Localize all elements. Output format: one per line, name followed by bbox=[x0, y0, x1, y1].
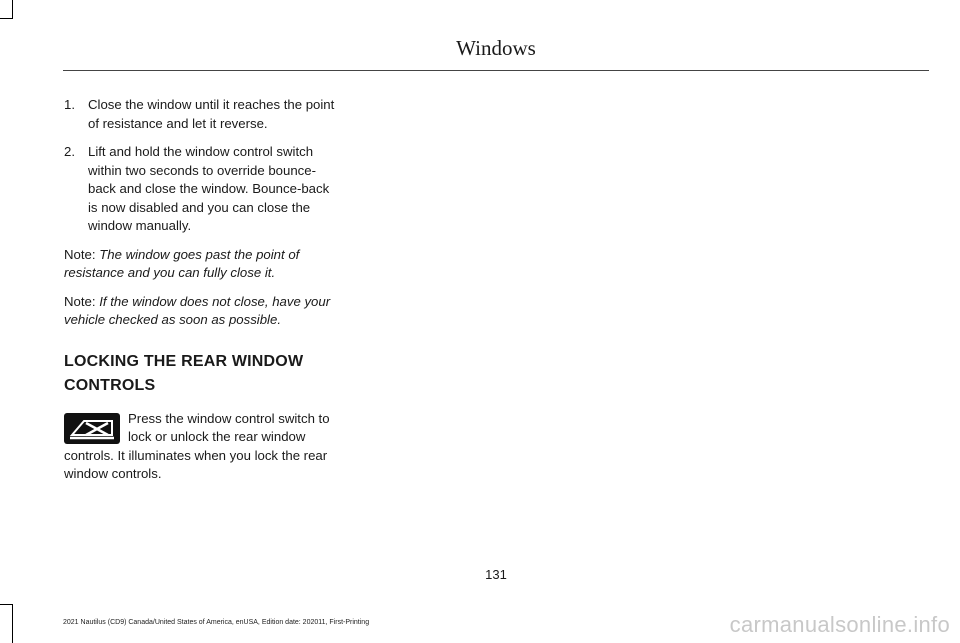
step-text: Close the window until it reaches the point of resistance and let it reverse. bbox=[88, 97, 335, 131]
page-header-title: Windows bbox=[456, 36, 536, 60]
crop-mark-bottom-left-horizontal bbox=[0, 604, 13, 605]
header-rule bbox=[63, 70, 929, 71]
note-label: Note: bbox=[64, 246, 96, 262]
step-number: 1. bbox=[64, 97, 75, 112]
crop-mark-top-left-horizontal bbox=[0, 18, 13, 19]
steps-list bbox=[64, 96, 342, 236]
note-text: If the window does not close, have your vehicle checked as soon as possible. bbox=[64, 293, 331, 327]
watermark: carmanualsonline.info bbox=[729, 612, 950, 637]
section-heading-line: CONTROLS bbox=[64, 376, 156, 394]
step-text: Lift and hold the window control switch within two seconds to override bounce-back and close the window. Bounce-back is now disabled and you can close the window manually. bbox=[88, 144, 330, 233]
note-text: The window goes past the point of resistance and you can fully close it. bbox=[64, 246, 300, 280]
content-column bbox=[64, 96, 342, 484]
section-heading-line: LOCKING THE REAR WINDOW bbox=[64, 352, 304, 370]
note bbox=[64, 246, 342, 283]
window-lock-paragraph bbox=[64, 410, 342, 484]
window-lock-text: Press the window control switch to lock or unlock the rear window controls. It illuminates when you lock the rear window controls. bbox=[64, 410, 330, 481]
step-item bbox=[64, 96, 342, 133]
crop-mark-bottom-left-vertical bbox=[12, 604, 13, 643]
section-heading bbox=[64, 350, 342, 398]
page-number: 131 bbox=[485, 567, 507, 582]
footer-edition-text: 2021 Nautilus (CD9) Canada/United States of America, enUSA, Edition date: 202011, First-Printing bbox=[63, 619, 370, 626]
step-item bbox=[64, 143, 342, 236]
crop-mark-top-left-vertical bbox=[12, 0, 13, 18]
step-number: 2. bbox=[64, 144, 75, 159]
window-lock-icon bbox=[64, 413, 120, 444]
note bbox=[64, 293, 342, 330]
note-label: Note: bbox=[64, 293, 96, 309]
